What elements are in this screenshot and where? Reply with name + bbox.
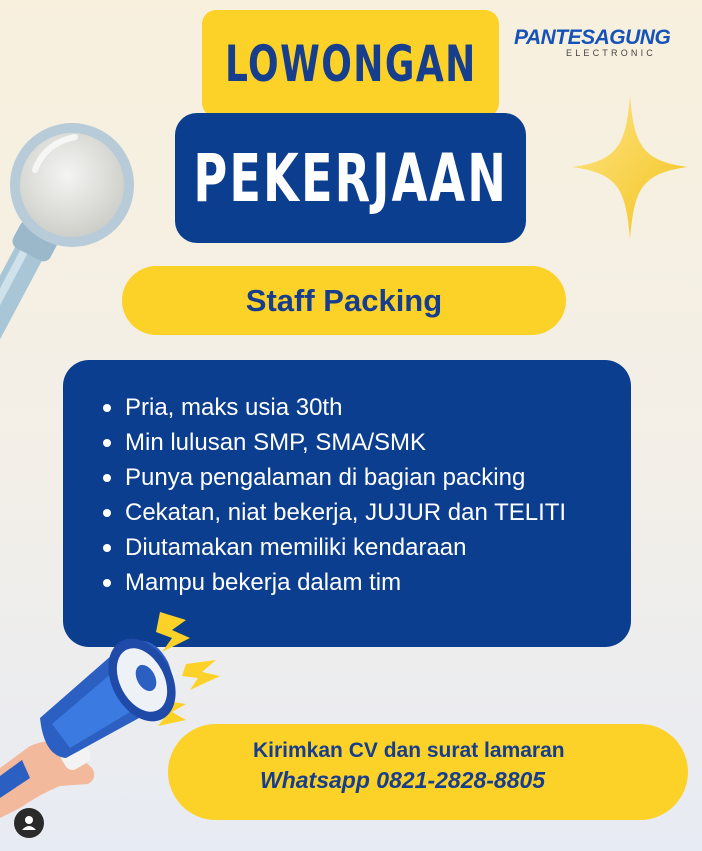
position-label: Staff Packing bbox=[245, 282, 443, 318]
requirements-box bbox=[63, 360, 631, 647]
sparkle-icon bbox=[572, 95, 688, 239]
title-line1: LOWONGAN bbox=[224, 34, 477, 93]
avatar-icon[interactable] bbox=[14, 808, 44, 838]
magnifier-icon bbox=[0, 115, 150, 395]
title-line1-box bbox=[202, 10, 499, 117]
requirement-item: Min lulusan SMP, SMA/SMK bbox=[103, 425, 631, 460]
title-line2-box bbox=[175, 113, 526, 243]
contact-instruction: Kirimkan CV dan surat lamaran bbox=[253, 739, 565, 762]
requirement-item: Punya pengalaman di bagian packing bbox=[103, 460, 631, 495]
requirement-item: Diutamakan memiliki kendaraan bbox=[103, 530, 631, 565]
user-icon bbox=[14, 808, 44, 838]
contact-whatsapp[interactable]: Whatsapp 0821-2828-8805 bbox=[260, 767, 546, 793]
contact-pill bbox=[168, 724, 688, 820]
logo-name: PANTESAGUNG bbox=[514, 26, 671, 49]
requirements-list bbox=[63, 360, 631, 600]
position-pill bbox=[122, 266, 566, 335]
company-logo bbox=[514, 26, 690, 66]
logo-subtitle: ELECTRONIC bbox=[566, 48, 657, 58]
requirement-item: Mampu bekerja dalam tim bbox=[103, 565, 631, 600]
requirement-item: Pria, maks usia 30th bbox=[103, 390, 631, 425]
title-line2: PEKERJAAN bbox=[193, 139, 508, 217]
requirement-item: Cekatan, niat bekerja, JUJUR dan TELITI bbox=[103, 495, 631, 530]
